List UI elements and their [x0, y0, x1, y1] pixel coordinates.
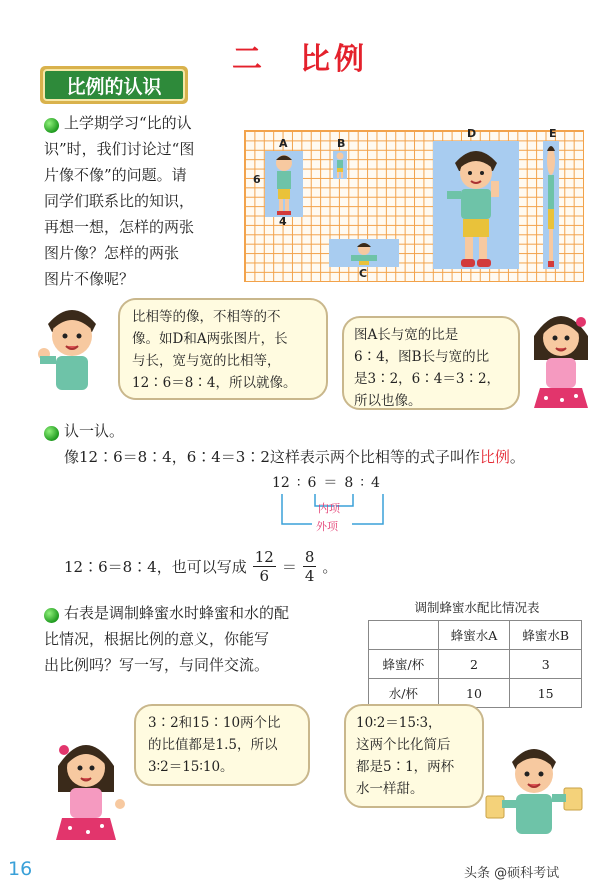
speech-bubble-boy: [118, 298, 328, 400]
honey-table: [368, 620, 582, 708]
intro-line: 图片像？怎样的两张: [44, 244, 180, 262]
label-b: B: [337, 137, 346, 150]
speech-bubble-girl-2: [134, 704, 310, 786]
girl-illustration: [526, 300, 596, 420]
outer-term-label: 外项: [316, 520, 338, 533]
bubble-line: 都是5∶1，两杯: [356, 759, 455, 775]
table-row: 水/杯 10 15: [369, 679, 582, 708]
intro-line: 片像不像”的问题。请: [44, 166, 187, 184]
bubble-line: 6∶4，图B长与宽的比: [354, 349, 490, 365]
bubble-line: 图A长与宽的比是: [354, 327, 459, 343]
term-diagram: [272, 474, 392, 536]
girl-bottom-illustration: [44, 728, 128, 858]
label-d: D: [467, 127, 477, 140]
picture-b: [333, 151, 347, 179]
proportion-equation: 12 ∶ 6 ＝ 8 ∶ 4: [272, 475, 380, 491]
bubble-line: 像。如D和A两张图片，长: [132, 331, 288, 347]
picture-grid-figure: [244, 127, 584, 282]
bubble-line: 这两个比化简后: [356, 737, 451, 753]
boy-with-cups-icon: [484, 738, 584, 858]
picture-a: [265, 151, 303, 217]
bubble-line: 3∶2和15∶10两个比: [148, 715, 281, 731]
bubble-line: 12∶6＝8∶4，所以就像。: [132, 375, 297, 391]
bubble-line: 3∶2＝15∶10。: [148, 759, 234, 775]
bubble-line: 比相等的像，不相等的不: [132, 309, 281, 325]
label-c: C: [359, 267, 368, 280]
girl-icon: [526, 300, 596, 420]
honey-line: 比情况，根据比例的意义，你能写: [44, 630, 270, 648]
bullet-icon: [44, 608, 59, 623]
table-title: 调制蜂蜜水配比情况表: [414, 600, 540, 615]
picture-c: [329, 239, 399, 267]
fraction-form: 12∶6＝8∶4，也可以写成 12 6 ＝ 8 4 。: [64, 548, 338, 585]
boy-figure-icon: [265, 151, 303, 217]
bubble-line: 水一样甜。: [356, 781, 424, 797]
inner-term-label: 内项: [318, 502, 340, 515]
bubble-line: 10∶2＝15∶3，: [356, 715, 442, 731]
intro-line: 同学们联系比的知识，: [44, 192, 195, 210]
speech-bubble-girl: [342, 316, 520, 410]
bullet-icon: [44, 118, 59, 133]
fraction-8-4: 8 4: [304, 548, 315, 585]
label-four: 4: [279, 215, 287, 228]
intro-paragraph: [44, 110, 239, 292]
bullet-icon: [44, 426, 59, 441]
bubble-line: 是3∶2，6∶4＝3∶2，: [354, 371, 501, 387]
speech-bubble-boy-2: [344, 704, 484, 808]
page-number: 16: [8, 858, 33, 880]
label-a: A: [279, 137, 288, 150]
intro-line: 上学期学习“比的认: [64, 114, 192, 132]
boy-illustration: [32, 300, 112, 400]
section-tag-label: 比例的认识: [43, 69, 185, 101]
table-header-row: 蜂蜜水A 蜂蜜水B: [369, 621, 582, 650]
label-e: E: [549, 127, 557, 140]
intro-line: 再想一想，怎样的两张: [44, 218, 195, 236]
boy-icon: [32, 300, 112, 400]
intro-line: 识”时，我们讨论过“图: [44, 140, 195, 158]
boy-large-icon: [433, 141, 519, 269]
term-proportion: 比例: [479, 448, 510, 466]
boy-bottom-illustration: [484, 738, 584, 858]
honey-paragraph: [44, 600, 354, 678]
bubble-line: 所以也像。: [354, 393, 422, 409]
page-title: 二 比例: [232, 42, 368, 77]
proportion-definition: 像12∶6＝8∶4，6∶4＝3∶2这样表示两个比相等的式子叫作比例。: [64, 448, 525, 466]
section-tag: [40, 66, 188, 104]
honey-line: 出比例吗？写一写，与同伴交流。: [44, 656, 270, 674]
fraction-12-6: 12 6: [254, 548, 274, 585]
label-six: 6: [253, 173, 261, 186]
honey-line: 右表是调制蜂蜜水时蜂蜜和水的配: [64, 604, 290, 622]
picture-d: [433, 141, 519, 269]
picture-e: [543, 141, 559, 269]
bubble-line: 与长，宽与宽的比相等，: [132, 353, 281, 369]
intro-line: 图片不像呢？: [44, 270, 135, 288]
bubble-line: 的比值都是1.5，所以: [148, 737, 278, 753]
table-row: 蜂蜜/杯 2 3: [369, 650, 582, 679]
watermark: 头条 @硕科考试: [464, 866, 560, 881]
girl-icon: [44, 728, 128, 858]
recognize-heading: 认一认。: [64, 422, 125, 440]
